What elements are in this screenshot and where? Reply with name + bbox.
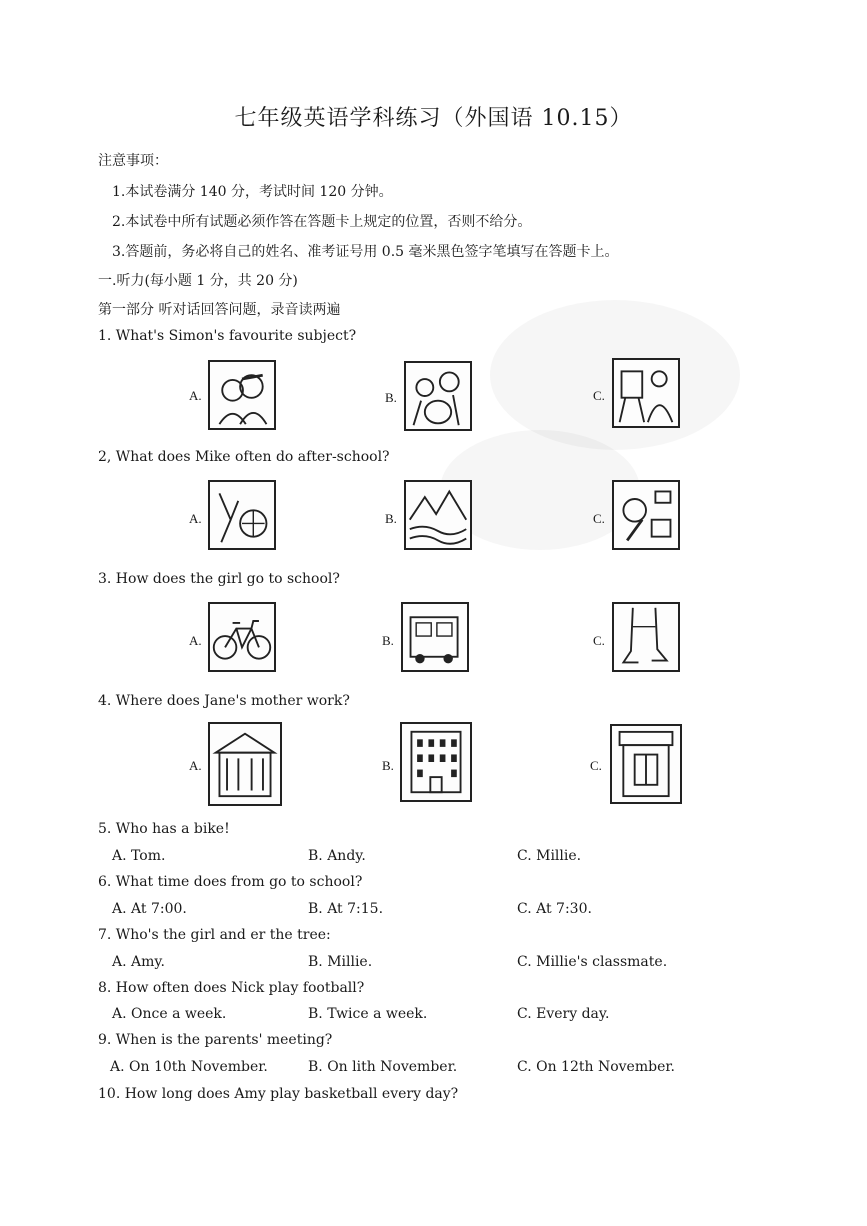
bus-picture-icon[interactable] [401, 602, 469, 672]
question-10: 10. How long does Amy play basketball every day? [98, 1086, 459, 1102]
option-a[interactable]: A. On 10th November. [110, 1059, 268, 1075]
option-c[interactable]: C. Every day. [517, 1006, 610, 1022]
option-c[interactable]: C. Millie's classmate. [517, 954, 668, 970]
walking-picture-icon[interactable] [612, 602, 680, 672]
section-title: 一.听力(每小题 1 分，共 20 分) [98, 273, 298, 289]
question-2: 2, What does Mike often do after-school? [98, 449, 390, 465]
option-label: A. [189, 511, 202, 526]
option-b[interactable]: B. At 7:15. [308, 901, 384, 917]
library-picture-icon[interactable] [208, 722, 282, 806]
option-b[interactable]: B. Andy. [308, 848, 366, 864]
option-label: A. [189, 633, 202, 648]
option-b[interactable]: B. Twice a week. [308, 1006, 428, 1022]
option-label: B. [382, 633, 394, 648]
question-3: 3. How does the girl go to school? [98, 571, 340, 587]
option-c[interactable]: C. On 12th November. [517, 1059, 675, 1075]
bicycle-picture-icon[interactable] [208, 602, 276, 672]
notice-item: 2.本试卷中所有试题必须作答在答题卡上规定的位置，否则不给分。 [112, 214, 532, 230]
option-a[interactable]: A. At 7:00. [112, 901, 187, 917]
option-label: B. [385, 390, 397, 405]
option-label: C. [593, 511, 605, 526]
shop-picture-icon[interactable] [610, 724, 682, 804]
option-c[interactable]: C. At 7:30. [517, 901, 592, 917]
question-5: 5. Who has a bike! [98, 821, 230, 837]
option-label: B. [385, 511, 397, 526]
ball-game-picture-icon[interactable] [208, 480, 276, 550]
chess-picture-icon[interactable] [612, 480, 680, 550]
question-7: 7. Who's the girl and er the tree: [98, 927, 331, 943]
question-8: 8. How often does Nick play football? [98, 980, 365, 996]
option-label: C. [590, 758, 602, 773]
option-label: C. [593, 388, 605, 403]
option-label: B. [382, 758, 394, 773]
option-a[interactable]: A. Once a week. [112, 1006, 227, 1022]
option-b[interactable]: B. Millie. [308, 954, 373, 970]
landscape-picture-icon[interactable] [404, 480, 472, 550]
option-label: A. [189, 758, 202, 773]
option-a[interactable]: A. Amy. [112, 954, 165, 970]
question-9: 9. When is the parents' meeting? [98, 1032, 333, 1048]
question-1: 1. What's Simon's favourite subject? [98, 328, 357, 344]
option-b[interactable]: B. On lith November. [308, 1059, 458, 1075]
art-picture-icon[interactable] [612, 358, 680, 428]
question-4: 4. Where does Jane's mother work? [98, 693, 350, 709]
option-label: A. [189, 388, 202, 403]
option-label: C. [593, 633, 605, 648]
option-c[interactable]: C. Millie. [517, 848, 582, 864]
notice-item: 1.本试卷满分 140 分，考试时间 120 分钟。 [112, 184, 393, 200]
notice-item: 3.答题前，务必将自己的姓名、准考证号用 0.5 毫米黑色签字笔填写在答题卡上。 [112, 244, 619, 260]
geography-picture-icon[interactable] [404, 361, 472, 431]
question-6: 6. What time does from go to school? [98, 874, 363, 890]
part-title: 第一部分 听对话回答问题，录音读两遍 [98, 302, 341, 318]
office-building-picture-icon[interactable] [400, 722, 472, 802]
notice-heading: 注意事项： [98, 153, 168, 169]
page-title: 七年级英语学科练习（外国语 10.15） [234, 106, 633, 131]
classroom-picture-icon[interactable] [208, 360, 276, 430]
option-a[interactable]: A. Tom. [112, 848, 166, 864]
